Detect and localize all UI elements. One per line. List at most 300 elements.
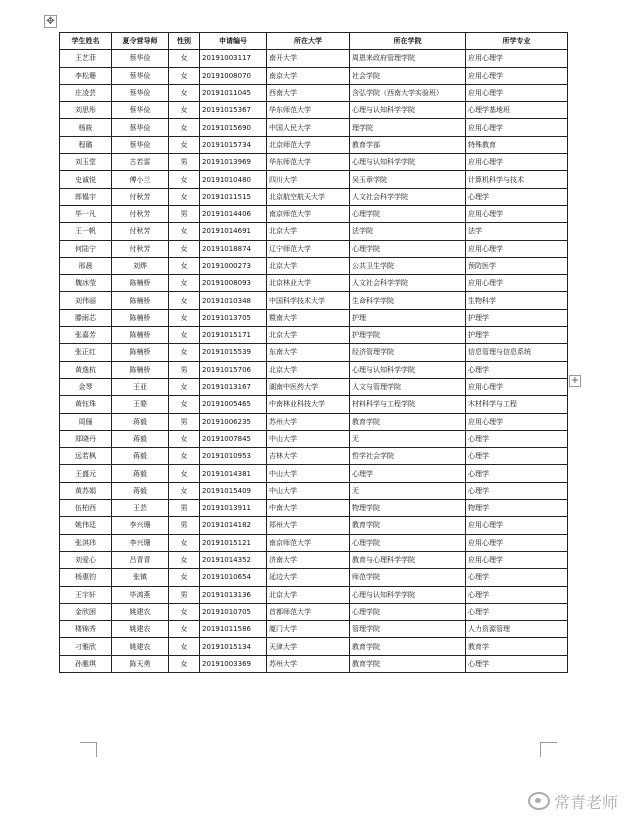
table-cell: 心理学 (466, 569, 568, 586)
table-cell: 物理学 (466, 500, 568, 517)
table-cell: 魏冰莹 (60, 275, 112, 292)
table-cell: 张嘉芳 (60, 327, 112, 344)
table-cell: 20191005465 (200, 396, 267, 413)
table-cell: 法学院 (350, 223, 466, 240)
table-cell: 陈楠桥 (112, 361, 169, 378)
table-cell: 应用心理学 (466, 84, 568, 101)
table-cell: 北京大学 (267, 257, 350, 274)
table-cell: 师范学院 (350, 569, 466, 586)
table-cell: 刘玉堂 (60, 154, 112, 171)
table-cell: 物理学院 (350, 500, 466, 517)
table-cell: 20191015171 (200, 327, 267, 344)
table-cell: 北京大学 (267, 361, 350, 378)
table-cell: 周俪 (60, 413, 112, 430)
table-cell: 姚建农 (112, 621, 169, 638)
table-cell: 华东师范大学 (267, 154, 350, 171)
table-row (60, 327, 568, 344)
table-cell: 暨南大学 (267, 309, 350, 326)
table-row (60, 223, 568, 240)
table-cell: 蔡华俭 (112, 67, 169, 84)
table-cell: 社会学院 (350, 67, 466, 84)
table-cell: 教育学院 (350, 517, 466, 534)
table-cell: 应用心理学 (466, 517, 568, 534)
table-cell: 远若枫 (60, 448, 112, 465)
table-cell: 女 (169, 84, 200, 101)
table-cell: 男 (169, 361, 200, 378)
table-cell: 女 (169, 171, 200, 188)
table-row (60, 621, 568, 638)
table-cell: 20191014182 (200, 517, 267, 534)
column-header: 学生姓名 (60, 33, 112, 50)
table-cell: 延边大学 (267, 569, 350, 586)
table-cell: 教育与心理科学学院 (350, 551, 466, 568)
table-cell: 辽宁师范大学 (267, 240, 350, 257)
table-cell: 黄钰珠 (60, 396, 112, 413)
table-cell: 应用心理学 (466, 154, 568, 171)
table-row (60, 517, 568, 534)
table-row (60, 119, 568, 136)
table-cell: 刘伟丽 (60, 292, 112, 309)
table-cell: 中南大学 (267, 500, 350, 517)
table-cell: 女 (169, 396, 200, 413)
table-cell: 首都师范大学 (267, 603, 350, 620)
table-cell: 20191010654 (200, 569, 267, 586)
table-cell: 心理学院 (350, 603, 466, 620)
table-cell: 心理学院 (350, 205, 466, 222)
table-row (60, 551, 568, 568)
table-cell: 心理学 (466, 448, 568, 465)
table-cell: 教育学 (466, 638, 568, 655)
table-cell: 邢晨 (60, 257, 112, 274)
table-cell: 北京大学 (267, 223, 350, 240)
table-row (60, 102, 568, 119)
table-cell: 蔡华俭 (112, 102, 169, 119)
table-cell: 女 (169, 102, 200, 119)
table-cell: 应用心理学 (466, 67, 568, 84)
table-cell: 20191010705 (200, 603, 267, 620)
table-cell: 女 (169, 50, 200, 67)
table-cell: 20191011515 (200, 188, 267, 205)
table-row (60, 413, 568, 430)
table-cell: 心理学基地班 (466, 102, 568, 119)
table-cell: 护理学 (466, 309, 568, 326)
table-cell: 信息管理与信息系统 (466, 344, 568, 361)
table-cell: 女 (169, 534, 200, 551)
table-cell: 陈楠桥 (112, 327, 169, 344)
table-cell: 王盛元 (60, 465, 112, 482)
table-cell: 20191014352 (200, 551, 267, 568)
table-cell: 女 (169, 67, 200, 84)
table-cell: 蒋毅 (112, 430, 169, 447)
table-cell: 女 (169, 551, 200, 568)
table-cell: 北京大学 (267, 327, 350, 344)
table-cell: 张淇玮 (60, 534, 112, 551)
table-cell: 楼锦秀 (60, 621, 112, 638)
table-cell: 西南大学 (267, 84, 350, 101)
table-cell: 20191011586 (200, 621, 267, 638)
table-cell: 王一帆 (60, 223, 112, 240)
table-cell: 20191014691 (200, 223, 267, 240)
table-cell: 北京航空航天大学 (267, 188, 350, 205)
table-cell: 中南林业科技大学 (267, 396, 350, 413)
table-cell: 女 (169, 655, 200, 672)
table-row (60, 257, 568, 274)
table-cell: 20191015121 (200, 534, 267, 551)
table-cell: 南京大学 (267, 67, 350, 84)
table-cell: 女 (169, 292, 200, 309)
table-cell: 心理学 (466, 465, 568, 482)
table-cell: 公共卫生学院 (350, 257, 466, 274)
table-cell: 女 (169, 465, 200, 482)
weibo-logo-icon (528, 792, 550, 810)
page-corner-mark-left (80, 742, 97, 757)
table-cell: 南京师范大学 (267, 534, 350, 551)
table-cell: 应用心理学 (466, 413, 568, 430)
table-cell: 20191007845 (200, 430, 267, 447)
table-cell: 20191015706 (200, 361, 267, 378)
table-cell: 男 (169, 154, 200, 171)
table-cell: 法学 (466, 223, 568, 240)
table-cell: 生命科学学院 (350, 292, 466, 309)
table-row (60, 655, 568, 672)
table-cell: 女 (169, 638, 200, 655)
table-cell: 女 (169, 309, 200, 326)
table-cell: 王艺菲 (60, 50, 112, 67)
table-cell: 苏州大学 (267, 413, 350, 430)
table-cell: 20191006235 (200, 413, 267, 430)
table-cell: 20191015734 (200, 136, 267, 153)
table-cell: 湖南中医药大学 (267, 378, 350, 395)
table-cell: 心理与认知科学学院 (350, 586, 466, 603)
table-cell: 古若雷 (112, 154, 169, 171)
table-cell: 20191018874 (200, 240, 267, 257)
table-cell: 中山大学 (267, 465, 350, 482)
table-cell: 郑晓丹 (60, 430, 112, 447)
table-cell: 理学院 (350, 119, 466, 136)
table-cell: 女 (169, 119, 200, 136)
table-cell: 杨筱 (60, 119, 112, 136)
table-cell: 华东师范大学 (267, 102, 350, 119)
table-cell: 人力资源管理 (466, 621, 568, 638)
table-cell: 毕鸿燕 (112, 586, 169, 603)
table-cell: 张镇 (112, 569, 169, 586)
table-cell: 张正红 (60, 344, 112, 361)
table-row (60, 50, 568, 67)
table-cell: 南开大学 (267, 50, 350, 67)
table-cell: 20191013911 (200, 500, 267, 517)
watermark (528, 790, 618, 812)
table-cell: 女 (169, 240, 200, 257)
column-header: 所在大学 (267, 33, 350, 50)
column-header: 申请编号 (200, 33, 267, 50)
table-cell: 20191010480 (200, 171, 267, 188)
table-cell: 蔡华俭 (112, 136, 169, 153)
table-row (60, 396, 568, 413)
table-cell: 心理与认知科学学院 (350, 361, 466, 378)
table-cell: 哲学社会学院 (350, 448, 466, 465)
table-row (60, 361, 568, 378)
table-cell: 郑州大学 (267, 517, 350, 534)
table-cell: 蔡华俭 (112, 50, 169, 67)
table-row (60, 154, 568, 171)
table-body (60, 50, 568, 673)
table-cell: 男 (169, 586, 200, 603)
table-cell: 20191013969 (200, 154, 267, 171)
table-cell: 伍柏西 (60, 500, 112, 517)
table-cell: 20191013705 (200, 309, 267, 326)
table-row (60, 67, 568, 84)
table-cell: 女 (169, 482, 200, 499)
table-cell: 厦门大学 (267, 621, 350, 638)
table-cell: 女 (169, 327, 200, 344)
table-cell: 蒋毅 (112, 448, 169, 465)
table-cell: 人文社会科学学院 (350, 275, 466, 292)
table-cell: 周恩来政府管理学院 (350, 50, 466, 67)
table-cell: 李兴珊 (112, 517, 169, 534)
table-cell: 20191015409 (200, 482, 267, 499)
table-cell: 预防医学 (466, 257, 568, 274)
table-cell: 应用心理学 (466, 119, 568, 136)
table-cell: 蒋毅 (112, 465, 169, 482)
table-cell: 20191003117 (200, 50, 267, 67)
table-cell: 管理学院 (350, 621, 466, 638)
table-cell: 心理与认知科学学院 (350, 154, 466, 171)
table-row (60, 569, 568, 586)
student-roster-table (59, 32, 568, 673)
table-cell: 付秋芳 (112, 188, 169, 205)
table-cell: 中山大学 (267, 430, 350, 447)
table-cell: 黄逸杭 (60, 361, 112, 378)
add-row-icon[interactable]: + (570, 375, 580, 386)
table-cell: 应用心理学 (466, 205, 568, 222)
table-cell: 男 (169, 500, 200, 517)
table-cell: 滕雨芯 (60, 309, 112, 326)
table-cell: 20191014381 (200, 465, 267, 482)
table-cell: 四川大学 (267, 171, 350, 188)
column-header: 所学专业 (466, 33, 568, 50)
table-row (60, 240, 568, 257)
table-cell: 木材科学与工程 (466, 396, 568, 413)
table-row (60, 205, 568, 222)
table-cell: 20191014406 (200, 205, 267, 222)
table-header-row (60, 33, 568, 50)
table-cell: 20191008070 (200, 67, 267, 84)
table-cell: 20191011045 (200, 84, 267, 101)
table-cell: 陈楠桥 (112, 292, 169, 309)
table-cell: 王芸 (112, 500, 169, 517)
table-cell: 郎韫宇 (60, 188, 112, 205)
table-cell: 王宇轩 (60, 586, 112, 603)
table-cell: 吕青青 (112, 551, 169, 568)
table-cell: 女 (169, 223, 200, 240)
table-cell: 特殊教育 (466, 136, 568, 153)
table-cell: 20191015367 (200, 102, 267, 119)
table-cell: 心理学 (466, 655, 568, 672)
table-cell: 天津大学 (267, 638, 350, 655)
table-row (60, 465, 568, 482)
table-cell: 姚建农 (112, 603, 169, 620)
watermark-text: 常青老师 (554, 792, 619, 812)
table-cell: 材料科学与工程学院 (350, 396, 466, 413)
table-cell: 中山大学 (267, 482, 350, 499)
table-cell: 蔡华俭 (112, 119, 169, 136)
table-cell: 女 (169, 448, 200, 465)
table-cell: 护理学院 (350, 327, 466, 344)
table-row (60, 292, 568, 309)
table-cell: 傅小兰 (112, 171, 169, 188)
table-cell: 男 (169, 517, 200, 534)
table-row (60, 84, 568, 101)
table-cell: 李松珊 (60, 67, 112, 84)
table-row (60, 275, 568, 292)
table-cell: 苏州大学 (267, 655, 350, 672)
table-cell: 东南大学 (267, 344, 350, 361)
table-cell: 毕一凡 (60, 205, 112, 222)
table-cell: 吴玉章学院 (350, 171, 466, 188)
table-row (60, 136, 568, 153)
table-row (60, 171, 568, 188)
table-row (60, 534, 568, 551)
table-cell: 蒋毅 (112, 482, 169, 499)
table-cell: 计算机科学与技术 (466, 171, 568, 188)
table-cell: 女 (169, 621, 200, 638)
table-cell: 女 (169, 344, 200, 361)
table-row (60, 500, 568, 517)
table-cell: 心理学 (466, 482, 568, 499)
table-row (60, 448, 568, 465)
table-cell: 王婺 (112, 396, 169, 413)
table-cell: 刁雅欣 (60, 638, 112, 655)
table-cell: 心理学院 (350, 240, 466, 257)
table-cell: 黄苏娟 (60, 482, 112, 499)
table-cell: 陈楠桥 (112, 344, 169, 361)
table-cell: 女 (169, 430, 200, 447)
column-header: 所在学院 (350, 33, 466, 50)
table-cell: 女 (169, 188, 200, 205)
table-cell: 吉林大学 (267, 448, 350, 465)
table-cell: 女 (169, 257, 200, 274)
table-cell: 应用心理学 (466, 50, 568, 67)
table-row (60, 309, 568, 326)
table-cell: 刘爱心 (60, 551, 112, 568)
table-cell: 含弘学院（西南大学实验班） (350, 84, 466, 101)
table-cell: 教育学院 (350, 413, 466, 430)
table-cell: 心理学 (466, 430, 568, 447)
table-cell: 金欣困 (60, 603, 112, 620)
table-cell: 北京师范大学 (267, 136, 350, 153)
table-cell: 应用心理学 (466, 534, 568, 551)
table-cell: 史诚悦 (60, 171, 112, 188)
table-row (60, 188, 568, 205)
table-cell: 孙雅琪 (60, 655, 112, 672)
table-cell: 20191015539 (200, 344, 267, 361)
table-cell: 王亚 (112, 378, 169, 395)
table-cell: 女 (169, 378, 200, 395)
table-cell: 无 (350, 430, 466, 447)
table-cell: 济南大学 (267, 551, 350, 568)
table-cell: 金琴 (60, 378, 112, 395)
table-row (60, 586, 568, 603)
table-cell: 应用心理学 (466, 551, 568, 568)
table-cell: 陈楠桥 (112, 309, 169, 326)
table-cell: 心理学 (350, 465, 466, 482)
table-cell: 心理学 (466, 361, 568, 378)
table-cell: 女 (169, 569, 200, 586)
table-cell: 无 (350, 482, 466, 499)
table-cell: 刘思彤 (60, 102, 112, 119)
table-cell: 心理学 (466, 603, 568, 620)
table-cell: 护理 (350, 309, 466, 326)
table-cell: 蒋毅 (112, 413, 169, 430)
table-cell: 20191015690 (200, 119, 267, 136)
column-header: 性别 (169, 33, 200, 50)
table-cell: 20191015134 (200, 638, 267, 655)
table-cell: 人文与管理学院 (350, 378, 466, 395)
table-cell: 蔡华俭 (112, 84, 169, 101)
table-cell: 南京师范大学 (267, 205, 350, 222)
column-header: 夏令营导师 (112, 33, 169, 50)
table-cell: 陈楠桥 (112, 275, 169, 292)
table-cell: 女 (169, 136, 200, 153)
table-cell: 应用心理学 (466, 240, 568, 257)
table-cell: 20191008093 (200, 275, 267, 292)
table-cell: 心理与认知科学学院 (350, 102, 466, 119)
table-cell: 20191010953 (200, 448, 267, 465)
table-move-handle-icon[interactable]: ✥ (44, 15, 57, 28)
table-cell: 李兴珊 (112, 534, 169, 551)
table-row (60, 482, 568, 499)
table-cell: 20191013167 (200, 378, 267, 395)
page-corner-mark-right (540, 742, 557, 757)
table-cell: 应用心理学 (466, 378, 568, 395)
table-cell: 付秋芳 (112, 223, 169, 240)
table-cell: 何陆宁 (60, 240, 112, 257)
table-cell: 生物科学 (466, 292, 568, 309)
table-cell: 庄凌芸 (60, 84, 112, 101)
table-cell: 应用心理学 (466, 275, 568, 292)
table-cell: 中国科学技术大学 (267, 292, 350, 309)
table-cell: 程璐 (60, 136, 112, 153)
table-cell: 女 (169, 275, 200, 292)
table-cell: 刘烨 (112, 257, 169, 274)
table-cell: 姚建农 (112, 638, 169, 655)
table-cell: 付秋芳 (112, 205, 169, 222)
table-row (60, 344, 568, 361)
table-cell: 心理学 (466, 188, 568, 205)
table-cell: 北京林业大学 (267, 275, 350, 292)
table-row (60, 603, 568, 620)
table-cell: 心理学 (466, 586, 568, 603)
table-cell: 男 (169, 413, 200, 430)
table-cell: 人文社会科学学院 (350, 188, 466, 205)
table-cell: 20191013136 (200, 586, 267, 603)
table-cell: 教育学院 (350, 655, 466, 672)
table-cell: 杨惠钧 (60, 569, 112, 586)
table-cell: 经济管理学院 (350, 344, 466, 361)
table-cell: 护理学 (466, 327, 568, 344)
table-cell: 20191010348 (200, 292, 267, 309)
table-row (60, 430, 568, 447)
table-cell: 男 (169, 205, 200, 222)
table-row (60, 638, 568, 655)
table-cell: 北京大学 (267, 586, 350, 603)
table-row (60, 378, 568, 395)
table-cell: 教育学院 (350, 638, 466, 655)
table-cell: 心理学院 (350, 534, 466, 551)
table-cell: 女 (169, 603, 200, 620)
table-cell: 20191000273 (200, 257, 267, 274)
table-cell: 20191003369 (200, 655, 267, 672)
